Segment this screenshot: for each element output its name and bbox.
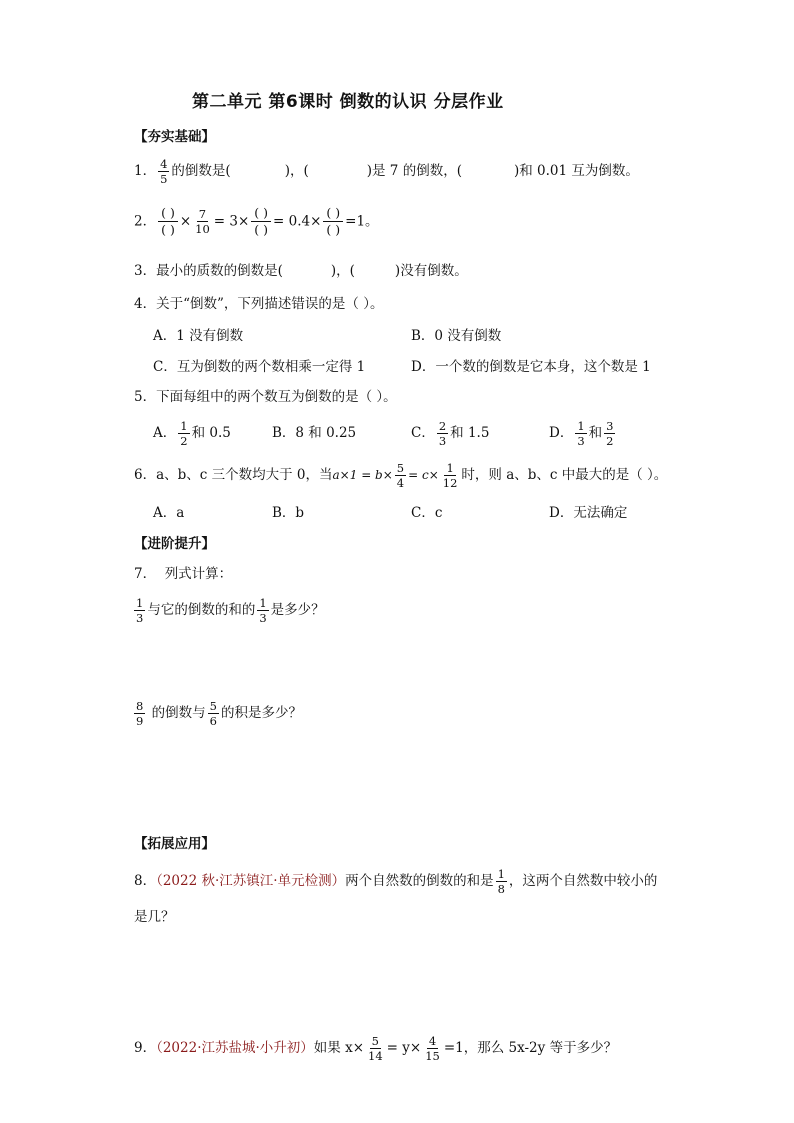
question-number: 3． [134, 263, 157, 279]
question-number: 4． [134, 296, 157, 312]
option-c[interactable]: C．互为倒数的两个数相乘一定得 1 [153, 359, 366, 375]
option-d[interactable]: D． $\frac{1}{3}$ 和 $\frac{3}{2}$ [549, 419, 614, 449]
section-heading-extension: 【拓展应用】 [134, 836, 215, 852]
question-source: （2022·江苏盐城·小升初） [156, 1040, 314, 1057]
question-9: 9．（2022·江苏盐城·小升初）如果 x× $\frac{5}{14}$ = y× $\frac{4}{15}$ =1，那么 5x-2y 等于多少？ [134, 1034, 618, 1064]
option-c[interactable]: C． $\frac{2}{3}$ 和 1.5 [411, 419, 490, 449]
question-1: 1． $\frac{4}{5}$ 的倒数是( )，( )是 7 的倒数，( )和 0.01 互为倒数。 [134, 157, 639, 187]
section-heading-advanced: 【进阶提升】 [134, 536, 215, 552]
option-a[interactable]: A． $\frac{1}{2}$ 和 0.5 [153, 419, 231, 449]
option-a[interactable]: A．a [153, 505, 185, 521]
question-number: 8． [134, 873, 157, 890]
blank-fraction[interactable]: ( ) ( ) [158, 206, 178, 238]
fraction: $\frac{4}{5}$ [160, 157, 168, 187]
question-number: 9． [134, 1040, 157, 1057]
question-8-continued: 是几？ [134, 909, 175, 925]
option-b[interactable]: B．0 没有倒数 [411, 328, 502, 344]
question-7: 7． 列式计算： [134, 566, 233, 582]
question-number: 6． [134, 467, 157, 484]
question-6: 6．a、b、c 三个数均大于 0，当a×1 = b× $\frac{5}{4}$ = c× $\frac{1}{12}$ 时，则 a、b、c 中最大的是（ ）。 [134, 461, 668, 491]
question-4: 4．关于“倒数”，下列描述错误的是（ ）。 [134, 296, 384, 312]
question-number: 2． [134, 213, 157, 230]
blank-fraction[interactable]: ( ) ( ) [323, 206, 343, 238]
page-title: 第二单元 第6课时 倒数的认识 分层作业 [192, 92, 504, 112]
question-number: 5． [134, 389, 157, 405]
question-7-part-1: $\frac{1}{3}$ 与它的倒数的和的 $\frac{1}{3}$ 是多少？ [136, 596, 325, 626]
option-a[interactable]: A．1 没有倒数 [153, 328, 244, 344]
question-number: 7． [134, 566, 157, 582]
blank-fraction[interactable]: ( ) ( ) [251, 206, 271, 238]
option-d[interactable]: D．无法确定 [549, 505, 628, 521]
option-c[interactable]: C．c [411, 505, 443, 521]
question-5: 5．下面每组中的两个数互为倒数的是（ ）。 [134, 389, 397, 405]
option-d[interactable]: D．一个数的倒数是它本身，这个数是 1 [411, 359, 651, 375]
option-b[interactable]: B．b [272, 505, 305, 521]
section-heading-basic: 【夯实基础】 [134, 129, 215, 145]
question-8: 8．（2022 秋·江苏镇江·单元检测）两个自然数的倒数的和是 $\frac{1}{8}$ ，这两个自然数中较小的 [134, 867, 658, 897]
question-2: 2． ( ) ( ) × $\frac{7}{10}$ = 3× ( ) ( ) = 0.4× ( ) ( ) =1。 [134, 205, 379, 238]
question-7-part-2: $\frac{8}{9}$ 的倒数与 $\frac{5}{6}$ 的积是多少？ [136, 699, 302, 729]
question-number: 1． [134, 163, 157, 180]
fraction: $\frac{7}{10}$ [195, 207, 210, 237]
question-source: （2022 秋·江苏镇江·单元检测） [156, 873, 346, 890]
option-b[interactable]: B．8 和 0.25 [272, 425, 357, 441]
question-3: 3．最小的质数的倒数是( )，( )没有倒数。 [134, 263, 468, 279]
